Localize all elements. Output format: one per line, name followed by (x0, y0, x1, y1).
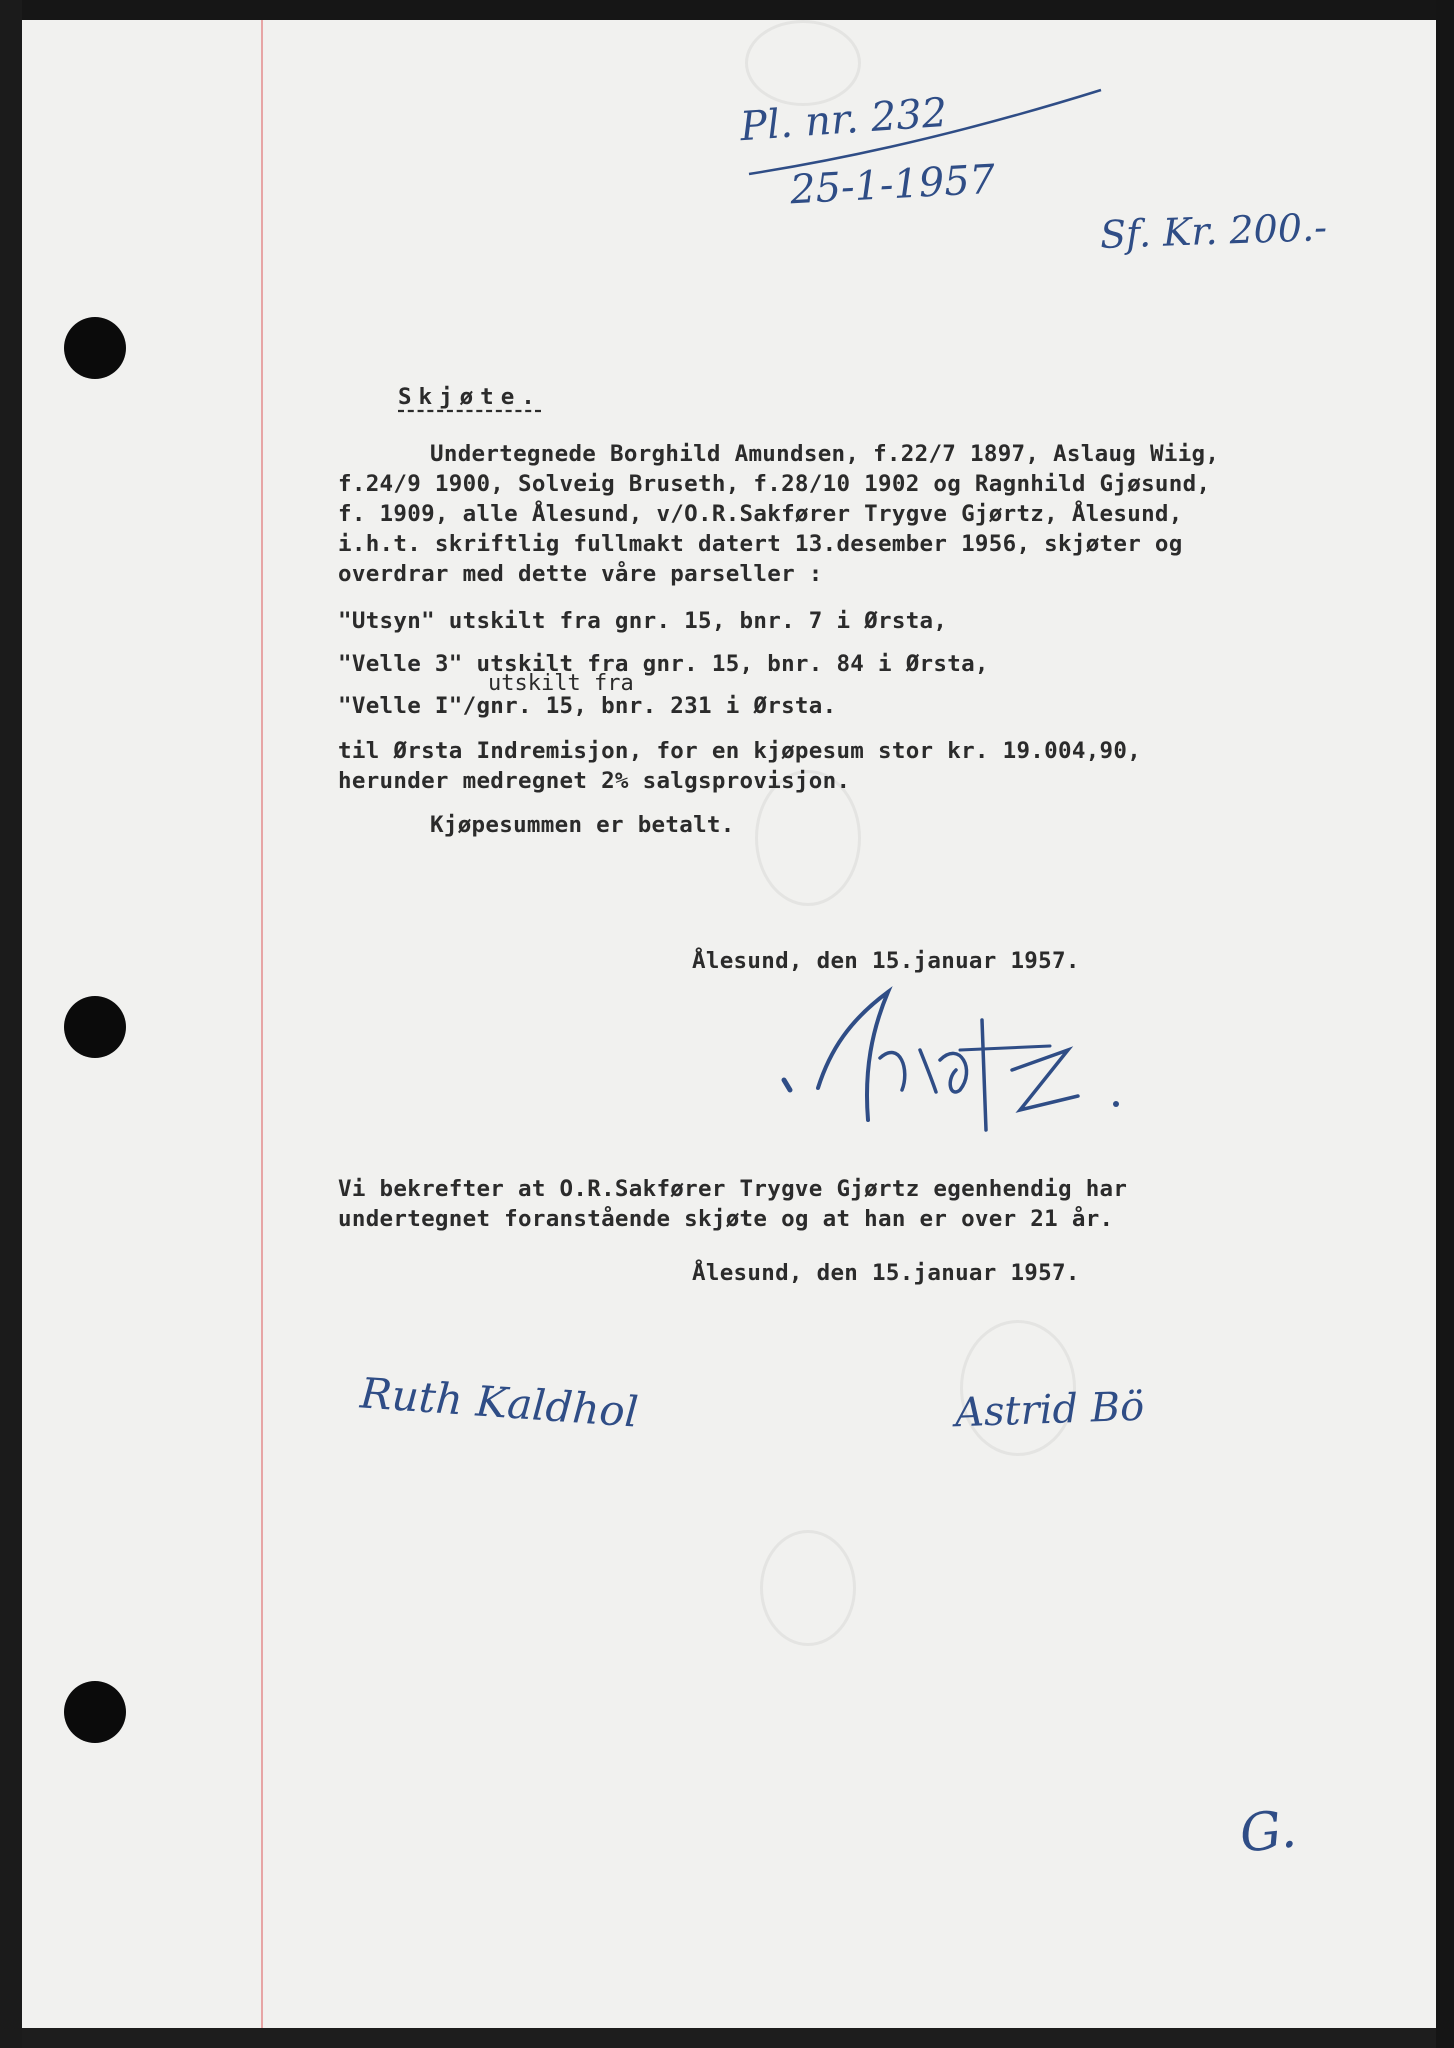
scan-top-edge (0, 0, 1454, 20)
buyer-line: til Ørsta Indremisjon, for en kjøpesum stor kr. 19.004,90, (338, 738, 1142, 764)
deed-line: Undertegnede Borghild Amundsen, f.22/7 1897, Aslaug Wiig, (430, 441, 1220, 467)
footer-initial: G. (1237, 1799, 1300, 1865)
witness-place-date: Ålesund, den 15.januar 1957. (692, 1260, 1080, 1286)
punch-hole-bottom (64, 1681, 126, 1743)
red-margin-line (261, 20, 263, 2028)
deed-line: i.h.t. skriftlig fullmakt datert 13.desember 1956, skjøter og (338, 531, 1183, 557)
punch-hole-middle (64, 996, 126, 1058)
parcel-insertion: utskilt fra (488, 671, 634, 696)
fee-annotation: Sf. Kr. 200.- (1099, 205, 1328, 257)
registration-number: Pl. nr. 232 (738, 89, 949, 151)
attorney-signature (760, 980, 1140, 1150)
parcel-line: "Velle I"/gnr. 15, bnr. 231 i Ørsta. (338, 693, 837, 719)
witness-signature-left: Ruth Kaldhol (358, 1368, 640, 1437)
bleed-through-stamp (760, 1530, 856, 1646)
deed-place-date: Ålesund, den 15.januar 1957. (692, 948, 1080, 974)
registration-date: 25-1-1957 (788, 156, 997, 214)
deed-title: Skjøte. (398, 384, 542, 410)
scan-left-edge (0, 0, 22, 2048)
witness-signature-right: Astrid Bö (954, 1383, 1145, 1437)
witness-line: undertegnet foranstående skjøte og at han er over 21 år. (338, 1206, 1114, 1232)
parcel-line: "Velle 3" utskilt fra gnr. 15, bnr. 84 i Ørsta, (338, 651, 989, 677)
payment-statement: Kjøpesummen er betalt. (430, 812, 735, 838)
deed-line: f.24/9 1900, Solveig Bruseth, f.28/10 1902 og Ragnhild Gjøsund, (338, 471, 1211, 497)
parcel-line: "Utsyn" utskilt fra gnr. 15, bnr. 7 i Ørsta, (338, 608, 948, 634)
deed-line: overdrar med dette våre parseller : (338, 561, 823, 587)
witness-line: Vi bekrefter at O.R.Sakfører Trygve Gjørtz egenhendig har (338, 1176, 1128, 1202)
deed-line: f. 1909, alle Ålesund, v/O.R.Sakfører Trygve Gjørtz, Ålesund, (338, 501, 1183, 527)
buyer-line: herunder medregnet 2% salgsprovisjon. (338, 768, 851, 794)
scan-bottom-edge (0, 2028, 1454, 2048)
scan-right-edge (1436, 0, 1454, 2048)
punch-hole-top (64, 317, 126, 379)
